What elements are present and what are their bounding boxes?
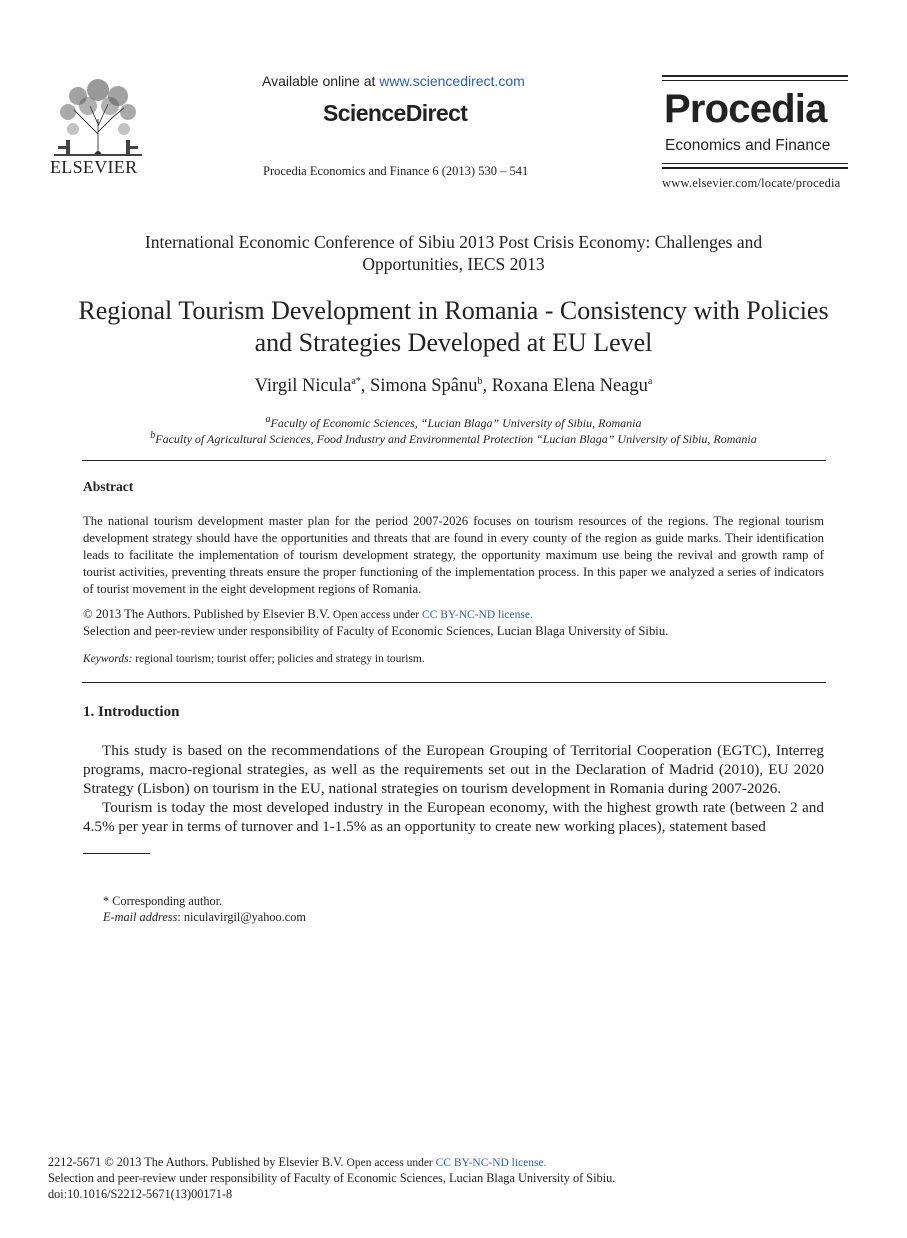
abstract-bottom-rule [82,682,826,683]
corresponding-author-note: * Corresponding author. [103,894,223,908]
available-online [262,73,525,89]
procedia-top-rule [662,75,848,77]
abstract-heading: Abstract [83,479,134,494]
paragraph: This study is based on the recommendations of the European Grouping of Territorial Cooperation (EGTC), Interreg programs, macro-regional strategies, as well as the requirements set out in the Declaration of Madrid (2010), EU 2020 Strategy (Lisbon) on tourism in the EU, national strategies on tourism development in Romania during 2007-2026. [83,742,824,797]
author-list: Virgil Nicula$^{a*}$, Simona Spânu$^b$, Roxana Elena Neagu$^a$ [254,376,653,397]
abstract-top-rule [82,460,826,461]
procedia-logo: Procedia [664,87,827,131]
author-name: Simona Spânu [370,376,478,397]
procedia-top-rule-thin [662,80,848,81]
keywords-line [83,653,425,665]
available-prefix: Available online at [262,73,380,89]
footer-license-link[interactable]: CC BY-NC-ND license. [435,1157,547,1169]
open-access-text: Open access under [332,609,422,621]
author-name: Roxana Elena Neagu [491,376,648,397]
keywords-label: Keywords: [83,653,133,665]
footer-copyright [48,1155,546,1170]
footer-doi: doi:10.1016/S2212-5671(13)00171-8 [48,1187,233,1201]
affiliation-superscript: b [150,430,156,441]
journal-url-link[interactable]: www.elsevier.com/locate/procedia [662,176,841,190]
abstract-body: The national tourism development master plan for the period 2007-2026 focuses on tourism resources of the regions. The regional tourism development strategy should have the opportunities and threats that are found in every county of the region as guide marks. Their identification leads to facilitate the implementation of tourism development strategy, the opportunity maximum use being the revival and growth ramp of tourist activities, preventing threats ensure the proper functioning of the implementation process. In this paper we analyzed a series of indicators of tourist movement in the eight development regions of Romania. [83,514,824,596]
author-superscript: a* [351,376,361,387]
intro-body [83,741,824,836]
conference-name: International Economic Conference of Sibiu 2013 Post Crisis Economy: Challenges and Opportunities, IECS 2013 [144,232,763,274]
affiliation [80,430,827,447]
footer-open-access: Open access under [346,1157,436,1169]
license-link[interactable]: CC BY-NC-ND license. [421,609,533,621]
copyright-text: © 2013 The Authors. Published by Elsevier B.V. [83,607,333,621]
affiliation [80,414,827,431]
paragraph: Tourism is today the most developed industry in the European economy, with the highest growth rate (between 2 and 4.5% per year in terms of turnover and 1-1.5% as an opportunity to create new working places), statement based [83,799,824,835]
author-name: Virgil Nicula [254,376,352,397]
email-label: E-mail address [103,910,178,924]
peer-review-line: Selection and peer-review under responsibility of Faculty of Economic Sciences, Lucian Blaga University of Sibiu. [83,624,669,638]
paper-title: Regional Tourism Development in Romania - Consistency with Policies and Strategies Developed at EU Level [78,296,829,357]
procedia-bottom-rule-thin [662,163,848,164]
journal-reference: Procedia Economics and Finance 6 (2013) 530 – 541 [263,164,529,178]
author-superscript: b [477,376,483,387]
footer-peer-review: Selection and peer-review under responsibility of Faculty of Economic Sciences, Lucian Blaga University of Sibiu. [48,1171,616,1185]
procedia-subtitle: Economics and Finance [665,137,831,154]
procedia-bottom-rule [662,167,848,169]
affiliation-text: Faculty of Agricultural Sciences, Food Industry and Environmental Protection “Lucian Blaga” University of Sibiu, Romania [155,432,757,446]
copyright-line [83,607,533,622]
sciencedirect-link[interactable]: www.sciencedirect.com [379,73,525,89]
email-address: : niculavirgil@yahoo.com [177,910,306,924]
email-note [103,910,306,925]
sciencedirect-brand: ScienceDirect [323,100,468,126]
elsevier-wordmark: ELSEVIER [50,157,138,177]
affiliation-text: Faculty of Economic Sciences, “Lucian Blaga” University of Sibiu, Romania [270,416,642,430]
footer-issn: 2212-5671 © 2013 The Authors. Published by Elsevier B.V. [48,1155,347,1169]
footnote-rule [83,853,150,854]
affiliation-superscript: a [265,414,271,425]
author-superscript: a [647,376,653,387]
section-heading: 1. Introduction [83,704,180,720]
keywords-text: regional tourism; tourist offer; policies and strategy in tourism. [132,653,425,665]
